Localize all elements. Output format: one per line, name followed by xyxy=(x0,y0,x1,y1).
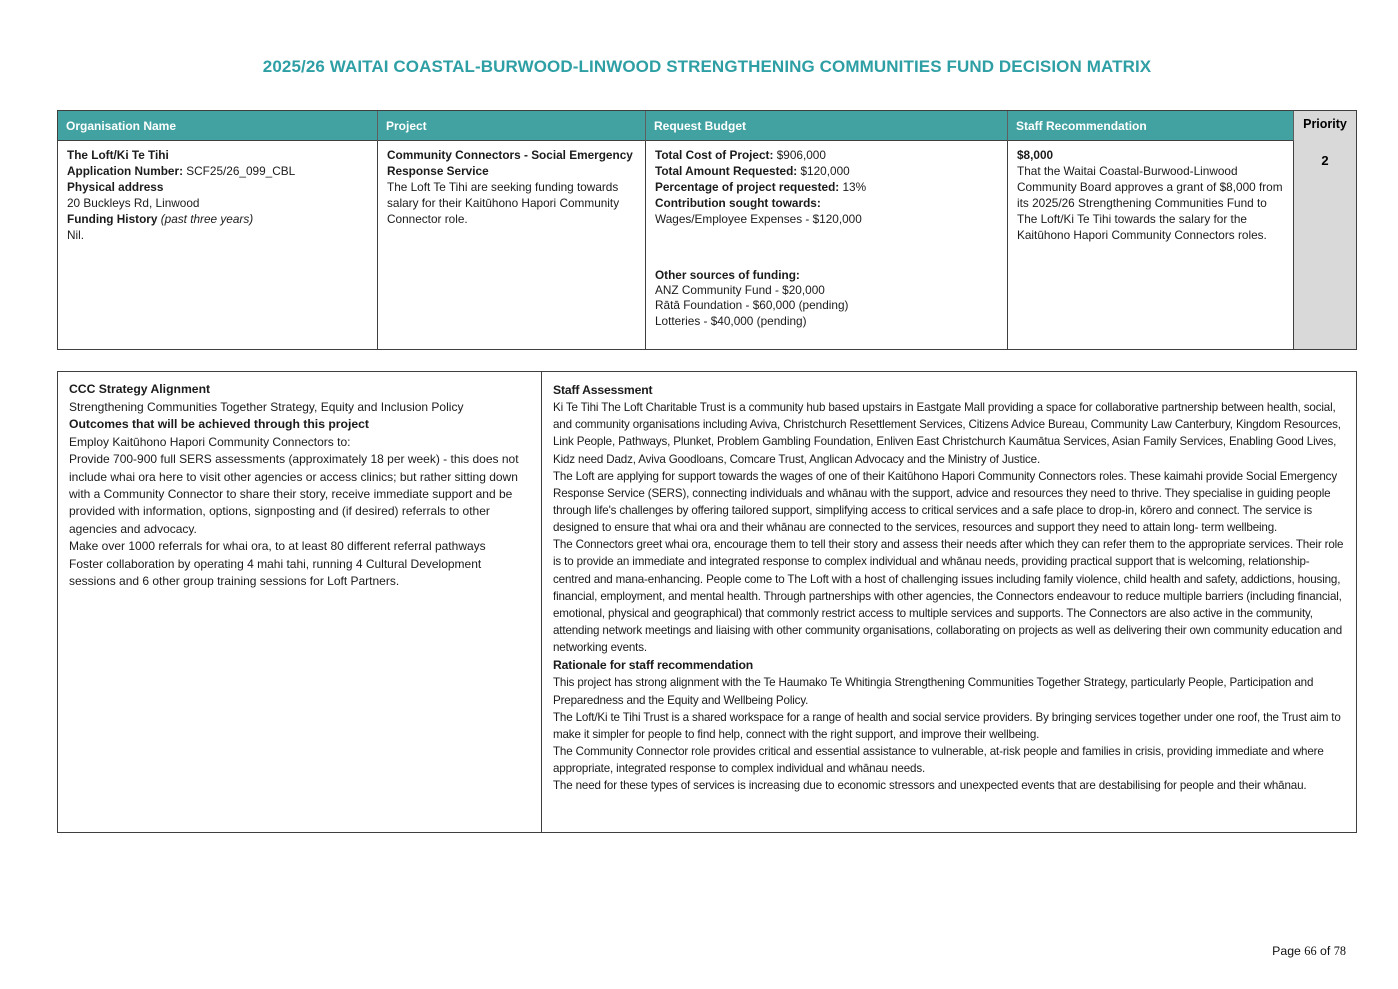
other-funding-item: Lotteries - $40,000 (pending) xyxy=(655,313,807,328)
page-total: 78 xyxy=(1333,944,1346,958)
staff-recommendation-cell xyxy=(1008,141,1294,349)
request-budget-cell xyxy=(646,141,1008,349)
rationale-paragraph: The Community Connector role provides critical and essential assistance to vulnerable, at-risk people and families in crisis, providing immediate and where appropriate, integrated response to complex individual and whānau needs. xyxy=(553,745,1324,776)
funding-history-value: Nil. xyxy=(67,227,85,242)
recommendation-text: That the Waitai Coastal-Burwood-Linwood Community Board approves a grant of $8,000 from its 2025/26 Strengthening Communities Fund to The Loft/Ki Te Tihi towards the salary for the Kaitūhono Hapori Community Connectors roles. xyxy=(1017,163,1283,242)
total-cost-row xyxy=(655,148,998,164)
contribution-value: Wages/Employee Expenses - $120,000 xyxy=(655,211,862,226)
outcomes-intro: Employ Kaitūhono Hapori Community Connectors to: xyxy=(69,434,351,449)
assessment-paragraph: The Loft are applying for support towards the wages of one of their Kaitūhono Hapori Community Connectors roles. These kaimahi provide Social Emergency Response Service (SERS), connecting individuals and whānau with the support, advice and resources they need to thrive. They specialise in guiding people through life's challenges by offering tailored support, simplifying access to critical services and a safe place to drop-in, kōrero and connect. The service is designed to ensure that whai ora and their whānau are connected to the services, resources and support they need to attain long- term wellbeing. xyxy=(553,469,1337,535)
recommended-amount: $8,000 xyxy=(1017,148,1054,162)
page-label: Page xyxy=(1272,944,1301,958)
funding-history-label: Funding History xyxy=(67,211,158,226)
outcome-paragraph: Provide 700-900 full SERS assessments (approximately 18 per week) - this does not include whai ora here to visit other agencies or access clinics; but rather sitting down with a Community Connector to share their story, receive immediate support and be provided with information, options, signposting and (if desired) referrals to other agencies and advocacy. xyxy=(69,452,519,536)
total-requested-value: $120,000 xyxy=(800,163,850,178)
project-cell xyxy=(378,141,646,349)
strategy-alignment-text: Strengthening Communities Together Strategy, Equity and Inclusion Policy xyxy=(69,399,464,414)
rationale-paragraph: The Loft/Ki te Tihi Trust is a shared workspace for a range of health and social service providers. By bringing services together under one roof, the Trust aim to make it simpler for people to find help, connect with the right support, and improve their wellbeing. xyxy=(553,710,1341,741)
rationale-paragraph: The need for these types of services is increasing due to economic stressors and unexpected events that are destabilising for people and their whānau. xyxy=(553,779,1307,793)
funding-history-note: (past three years) xyxy=(160,211,254,226)
column-header-priority: Priority xyxy=(1303,117,1347,131)
ccc-strategy-cell xyxy=(58,372,542,832)
contribution-label: Contribution sought towards: xyxy=(655,195,821,210)
staff-assessment-heading: Staff Assessment xyxy=(553,383,653,397)
physical-address-label: Physical address xyxy=(67,179,164,194)
project-description: The Loft Te Tihi are seeking funding towards salary for their Kaitūhono Hapori Community Connector role. xyxy=(387,179,620,226)
column-header-request-budget: Request Budget xyxy=(646,111,1008,141)
priority-value: 2 xyxy=(1321,152,1329,168)
funding-history-row xyxy=(67,212,368,228)
percentage-value: 13% xyxy=(842,179,867,194)
assessment-paragraph: The Connectors greet whai ora, encourage them to tell their story and assess their needs after which they can refer them to the appropriate services. Their role is to provide an immediate and integrated response to complex individual and whānau needs, providing practical support that is welcoming, relationship-centred and mana-enhancing. People come to The Loft with a host of challenging issues including family violence, child health and safety, addictions, housing, financial, employment, and mental health. Through partnerships with other agencies, the Connectors endeavour to reduce multiple barriers (including financial, emotional, physical and geographical) that commonly restrict access to multiple services and supports. The Connectors are also active in the community, attending network meetings and liaising with other community organisations, collaborating on projects as well as delivering their own community education and networking events. xyxy=(553,538,1344,655)
other-funding-block xyxy=(655,268,998,329)
of-label: of xyxy=(1320,944,1331,958)
total-cost-value: $906,000 xyxy=(776,148,826,162)
page-footer xyxy=(1272,944,1346,959)
assessment-paragraph: Ki Te Tihi The Loft Charitable Trust is a community hub based upstairs in Eastgate Mall providing a space for collaborative partnership between health, social, and community organisations including Aviva, Christchurch Resettlement Services, Citizens Advice Bureau, Community Law Canterbury, Kingdom Resources, Link People, Pathways, Plunket, Problem Gambling Foundation, Enliven East Christchurch Kaumātua Services, Asian Family Services, Enabling Good Lives, Kidz need Dadz, Aviva Goodloans, Comcare Trust, Anglican Advocacy and the Ministry of Justice. xyxy=(553,401,1341,466)
priority-column xyxy=(1294,111,1356,349)
outcome-paragraph: Foster collaboration by operating 4 mahi tahi, running 4 Cultural Development sessions and 6 other group training sessions for Loft Partners. xyxy=(69,556,482,588)
project-title: Community Connectors - Social Emergency Response Service xyxy=(387,148,633,178)
column-header-staff-recommendation: Staff Recommendation xyxy=(1008,111,1294,141)
total-requested-row xyxy=(655,164,998,180)
application-number-label: Application Number: xyxy=(67,163,184,178)
details-table xyxy=(57,371,1357,833)
page-number: 66 xyxy=(1304,944,1317,958)
column-header-project: Project xyxy=(378,111,646,141)
ccc-strategy-heading: CCC Strategy Alignment xyxy=(69,382,211,396)
rationale-heading: Rationale for staff recommendation xyxy=(553,658,754,673)
physical-address-value: 20 Buckleys Rd, Linwood xyxy=(67,195,200,210)
organisation-cell xyxy=(58,141,378,349)
decision-matrix-table xyxy=(57,110,1357,350)
outcomes-heading: Outcomes that will be achieved through this project xyxy=(69,417,369,432)
rationale-paragraph: This project has strong alignment with the Te Haumako Te Whitingia Strengthening Communities Together Strategy, particularly People, Participation and Preparedness and the Equity and Wellbeing Policy. xyxy=(553,676,1314,707)
total-requested-label: Total Amount Requested: xyxy=(655,163,798,178)
organisation-name: The Loft/Ki Te Tihi xyxy=(67,148,169,162)
application-number-value: SCF25/26_099_CBL xyxy=(186,163,296,178)
total-cost-label: Total Cost of Project: xyxy=(655,148,774,162)
outcome-paragraph: Make over 1000 referrals for whai ora, to at least 80 different referral pathways xyxy=(69,539,486,554)
staff-assessment-cell xyxy=(542,372,1358,832)
column-header-organisation-name: Organisation Name xyxy=(58,111,378,141)
other-funding-item: ANZ Community Fund - $20,000 xyxy=(655,282,825,297)
application-number-row xyxy=(67,164,368,180)
page-title: 2025/26 WAITAI COASTAL-BURWOOD-LINWOOD STRENGTHENING COMMUNITIES FUND DECISION MATRIX xyxy=(262,57,1152,76)
percentage-label: Percentage of project requested: xyxy=(655,179,840,194)
other-funding-label: Other sources of funding: xyxy=(655,267,800,282)
percentage-row xyxy=(655,180,998,196)
other-funding-item: Rātā Foundation - $60,000 (pending) xyxy=(655,298,849,313)
